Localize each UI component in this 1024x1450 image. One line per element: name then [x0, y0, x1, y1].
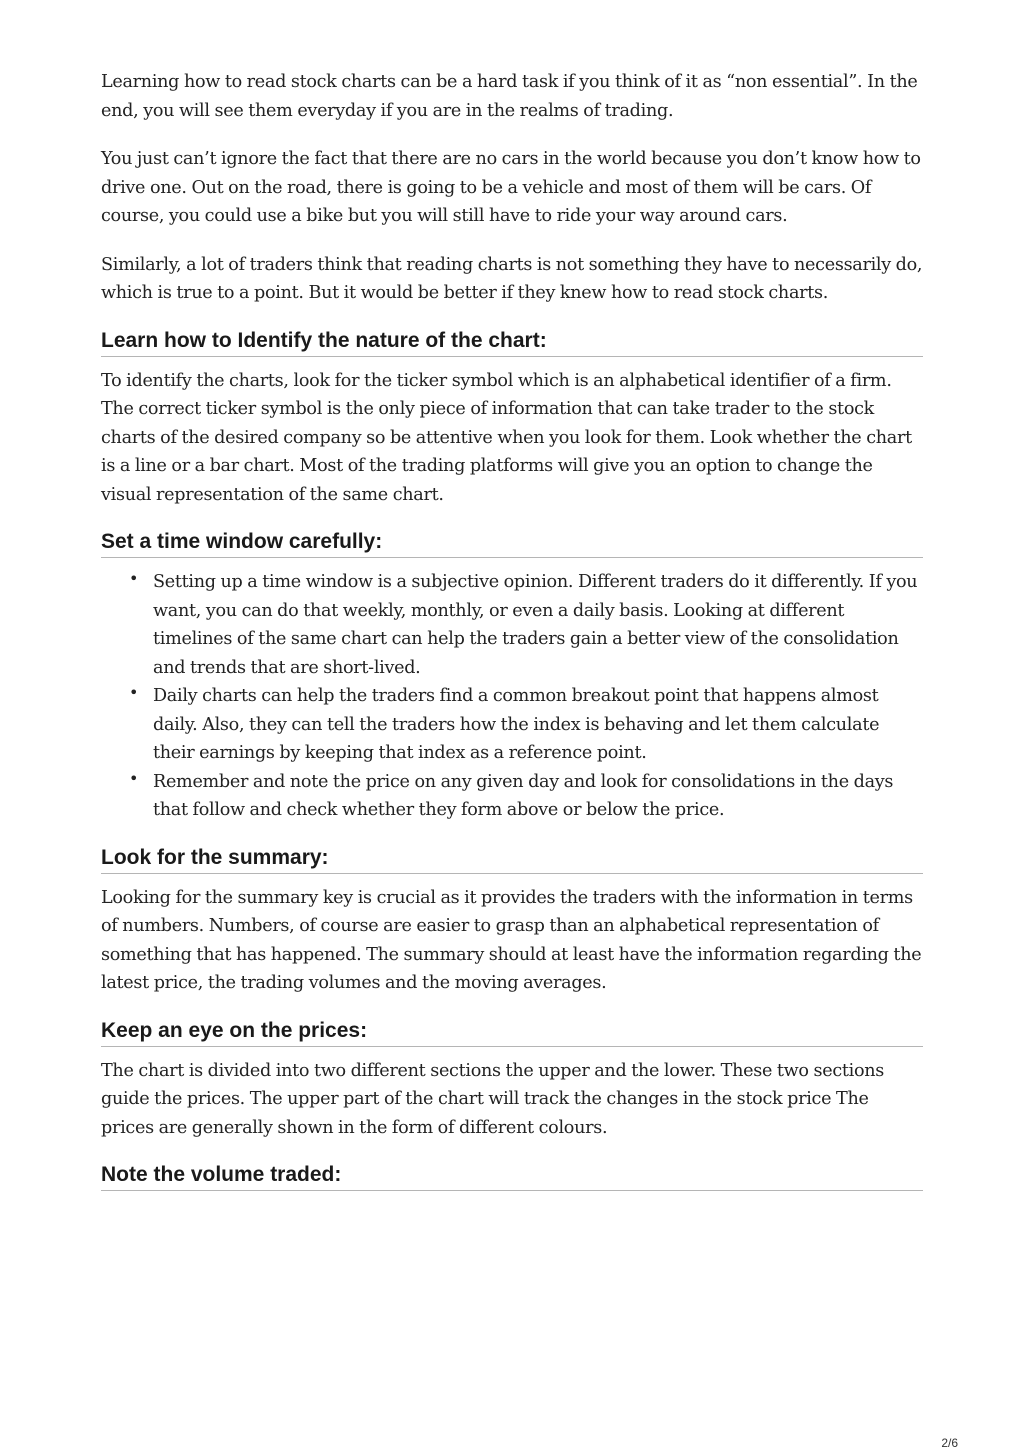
section-paragraph: The chart is divided into two different sections the upper and the lower. These two sections guide the prices. The upper part of the chart will track the changes in the stock price The prices are generally shown in the form of different colours. — [101, 1060, 885, 1138]
list-item — [129, 568, 923, 682]
section-volume — [101, 1162, 923, 1191]
page-content — [101, 68, 923, 1201]
intro-paragraph-1: Learning how to read stock charts can be a hard task if you think of it as “non essential”. In the end, you will see them everyday if you are in the realms of trading. — [101, 72, 918, 121]
section-identify-chart — [101, 328, 923, 510]
bullet-list — [101, 568, 923, 825]
intro-paragraph-3: Similarly, a lot of traders think that reading charts is not something they have to necessarily do, which is true to a point. But it would be better if they knew how to read stock charts. — [101, 254, 923, 303]
section-prices — [101, 1018, 923, 1143]
section-time-window — [101, 529, 923, 825]
list-item-text: Setting up a time window is a subjective opinion. Different traders do it differently. If you want, you can do that weekly, monthly, or even a daily basis. Looking at different timelines of the same chart can help the traders gain a better view of the consolidation and trends that are short-lived. — [153, 572, 918, 678]
list-item-text: Daily charts can help the traders find a common breakout point that happens almost daily. Also, they can tell the traders how the index is behaving and let them calculate their earnings by keeping that index as a reference point. — [153, 686, 880, 763]
section-heading: Set a time window carefully: — [101, 529, 923, 558]
section-paragraph: To identify the charts, look for the ticker symbol which is an alphabetical identifier of a firm. The correct ticker symbol is the only piece of information that can take trader to the stock charts of the desired company so be attentive when you look for them. Look whether the chart is a line or a bar chart. Most of the trading platforms will give you an option to change the visual representation of the same chart. — [101, 370, 912, 505]
section-heading: Learn how to Identify the nature of the chart: — [101, 328, 923, 357]
bullet-icon: • — [129, 569, 139, 588]
section-heading: Note the volume traded: — [101, 1162, 923, 1191]
page-number: 2/6 — [941, 1436, 958, 1450]
bullet-icon: • — [129, 768, 139, 788]
intro-paragraph-2: You just can’t ignore the fact that there are no cars in the world because you don’t know how to drive one. Out on the road, there is going to be a vehicle and most of them will be cars. Of course, you could use a bike but you will still have to ride your way around cars. — [101, 149, 921, 226]
list-item-text: Remember and note the price on any given day and look for consolidations in the days that follow and check whether they form above or below the price. — [153, 771, 894, 820]
section-paragraph: Looking for the summary key is crucial as it provides the traders with the information in terms of numbers. Numbers, of course are easier to grasp than an alphabetical representation of something that has happened. The summary should at least have the information regarding the latest price, the trading volumes and the moving averages. — [101, 887, 922, 993]
section-summary — [101, 845, 923, 998]
section-heading: Keep an eye on the prices: — [101, 1018, 923, 1047]
list-item — [129, 682, 923, 768]
bullet-icon: • — [129, 683, 139, 702]
section-heading: Look for the summary: — [101, 845, 923, 874]
list-item — [129, 768, 923, 825]
